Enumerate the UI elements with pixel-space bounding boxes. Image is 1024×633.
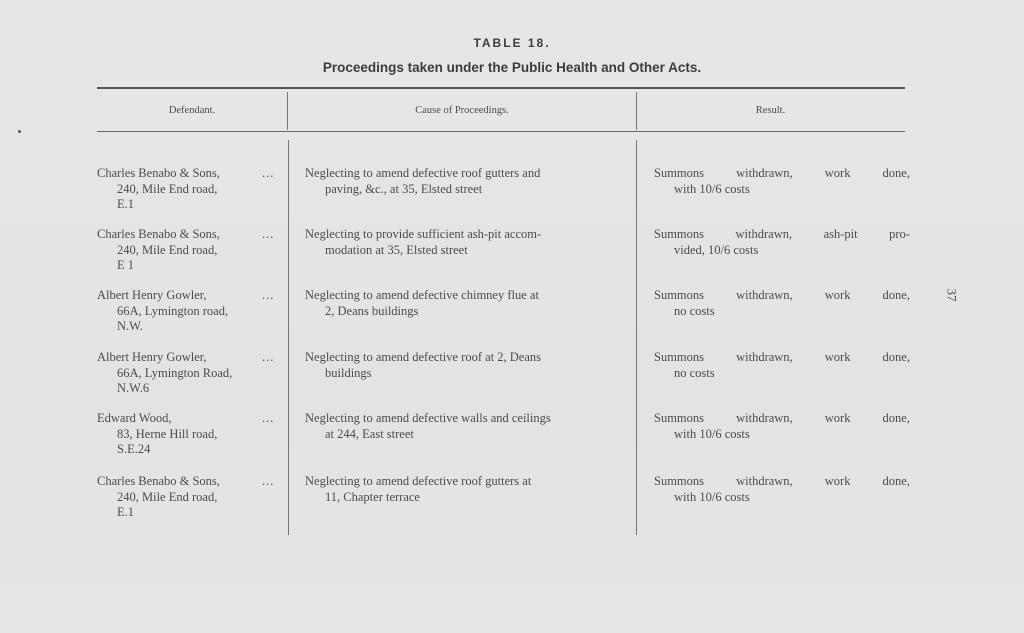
defendant-cell	[97, 350, 287, 397]
cause-line-2: 11, Chapter terrace	[325, 489, 420, 504]
result-word: withdrawn,	[736, 166, 793, 180]
table-label: TABLE 18.	[473, 36, 551, 50]
result-word: Summons	[654, 288, 705, 302]
cause-line-2: at 244, East street	[325, 426, 414, 441]
cause-cell	[305, 350, 630, 381]
result-line-1	[654, 227, 910, 243]
defendant-cell	[97, 166, 287, 213]
result-word: Summons	[654, 411, 705, 425]
defendant-district: N.W.6	[117, 381, 150, 395]
result-word: done,	[882, 411, 910, 425]
cause-line-2: modation at 35, Elsted street	[325, 242, 468, 257]
defendant-name: Albert Henry Gowler,	[97, 288, 207, 302]
result-cell	[654, 411, 910, 442]
defendant-address: 66A, Lymington Road,	[117, 365, 233, 380]
defendant-address: 240, Mile End road,	[117, 181, 218, 196]
defendant-district: S.E.24	[117, 442, 151, 456]
defendant-district: E.1	[117, 197, 135, 211]
result-word: work	[824, 166, 851, 180]
result-cell	[654, 227, 910, 258]
result-word: withdrawn,	[736, 411, 793, 425]
result-word: done,	[882, 288, 910, 302]
defendant-name: Charles Benabo & Sons,	[97, 227, 220, 241]
result-cell	[654, 166, 910, 197]
result-line-1	[654, 350, 910, 366]
result-word: done,	[882, 166, 910, 180]
column-divider-1	[288, 140, 289, 535]
cause-cell	[305, 288, 630, 319]
result-line-1	[654, 166, 910, 182]
cause-line-1: Neglecting to amend defective roof gutters at	[305, 474, 532, 488]
cause-line-2: paving, &c., at 35, Elsted street	[325, 181, 483, 196]
cause-cell	[305, 474, 630, 505]
result-word: withdrawn,	[736, 288, 793, 302]
header-rule	[97, 131, 905, 132]
result-word: withdrawn,	[736, 474, 793, 488]
result-line-2: with 10/6 costs	[674, 181, 750, 196]
defendant-district: E.1	[117, 505, 135, 519]
leader-dots: ...	[262, 227, 275, 241]
leader-dots: ...	[262, 288, 275, 302]
defendant-name: Albert Henry Gowler,	[97, 350, 207, 364]
leader-dots: ...	[262, 411, 275, 425]
leader-dots: ...	[262, 166, 275, 180]
result-line-2: no costs	[674, 303, 715, 318]
defendant-district: N.W.	[117, 319, 143, 333]
defendant-address: 240, Mile End road,	[117, 489, 218, 504]
header-result: Result.	[755, 105, 786, 116]
table-title: Proceedings taken under the Public Health and Other Acts.	[322, 60, 702, 75]
page-number: 37	[944, 288, 960, 302]
result-word: work	[824, 474, 851, 488]
defendant-address: 66A, Lymington road,	[117, 303, 229, 318]
cause-line-1: Neglecting to amend defective roof at 2, Deans	[305, 350, 542, 364]
result-word: work	[824, 411, 851, 425]
header-cause: Cause of Proceedings.	[415, 105, 509, 116]
result-word: Summons	[654, 227, 705, 241]
top-rule	[97, 87, 905, 89]
leader-dots: ...	[262, 474, 275, 488]
defendant-name: Charles Benabo & Sons,	[97, 474, 220, 488]
cause-line-1: Neglecting to amend defective walls and ceilings	[305, 411, 551, 425]
result-cell	[654, 288, 910, 319]
result-line-1	[654, 474, 910, 490]
defendant-address: 83, Herne Hill road,	[117, 426, 218, 441]
defendant-name: Charles Benabo & Sons,	[97, 166, 220, 180]
result-word: done,	[882, 474, 910, 488]
paper-speck	[18, 130, 21, 133]
defendant-cell	[97, 411, 287, 458]
cause-line-1: Neglecting to amend defective roof gutters and	[305, 166, 541, 180]
cause-cell	[305, 227, 630, 258]
result-line-1	[654, 411, 910, 427]
result-word: work	[824, 288, 851, 302]
leader-dots: ...	[262, 350, 275, 364]
column-divider-2	[636, 140, 637, 535]
result-line-2: no costs	[674, 365, 715, 380]
result-word: ash-pit	[823, 227, 858, 241]
result-word: withdrawn,	[735, 227, 793, 241]
result-cell	[654, 474, 910, 505]
cause-line-2: 2, Deans buildings	[325, 303, 419, 318]
cause-cell	[305, 411, 630, 442]
cause-cell	[305, 166, 630, 197]
result-line-1	[654, 288, 910, 304]
result-line-2: with 10/6 costs	[674, 489, 750, 504]
header-defendant: Defendant.	[168, 105, 216, 116]
result-word: withdrawn,	[736, 350, 793, 364]
defendant-district: E 1	[117, 258, 135, 272]
result-word: pro-	[889, 227, 910, 241]
result-word: done,	[882, 350, 910, 364]
result-word: work	[824, 350, 851, 364]
result-cell	[654, 350, 910, 381]
defendant-address: 240, Mile End road,	[117, 242, 218, 257]
result-word: Summons	[654, 474, 705, 488]
result-line-2: vided, 10/6 costs	[674, 242, 759, 257]
result-word: Summons	[654, 350, 705, 364]
defendant-cell	[97, 288, 287, 335]
defendant-cell	[97, 474, 287, 521]
cause-line-1: Neglecting to amend defective chimney flue at	[305, 288, 539, 302]
defendant-cell	[97, 227, 287, 274]
cause-line-2: buildings	[325, 365, 372, 380]
result-word: Summons	[654, 166, 705, 180]
cause-line-1: Neglecting to provide sufficient ash-pit accom-	[305, 227, 542, 241]
result-line-2: with 10/6 costs	[674, 426, 750, 441]
defendant-name: Edward Wood,	[97, 411, 172, 425]
